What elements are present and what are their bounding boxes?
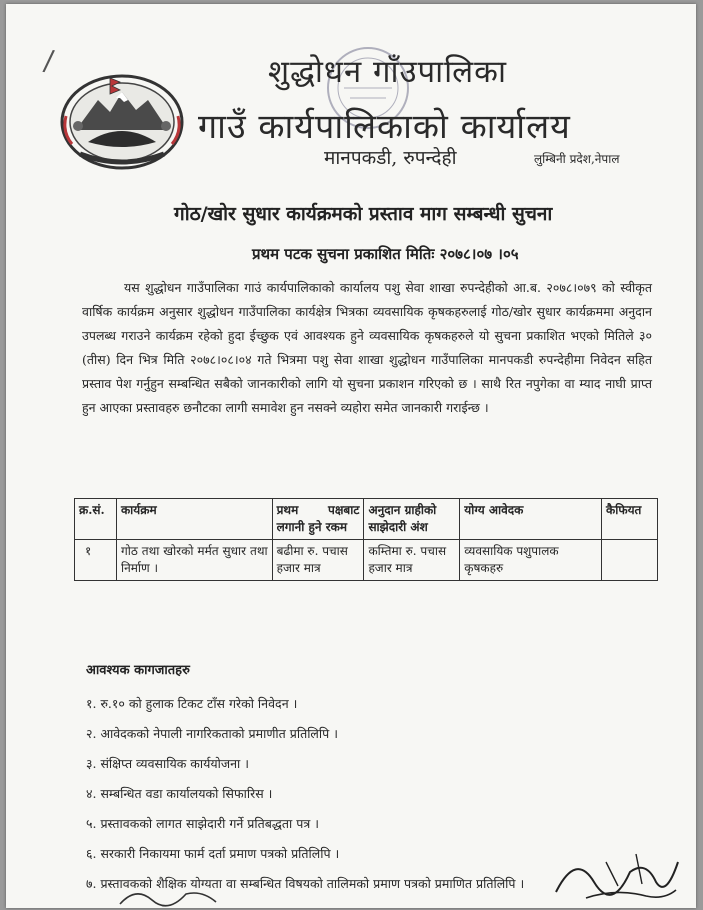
- table-row: [75, 540, 658, 581]
- list-item: ७. प्रस्तावकको शैक्षिक योग्यता वा सम्बन्धित विषयको तालिमको प्रमाण पत्रको प्रमाणित प्रतिलिपि ।: [86, 876, 525, 891]
- column-header: क्र.सं.: [75, 499, 117, 540]
- column-header: अनुदान ग्राहीको साझेदारी अंश: [364, 499, 460, 540]
- margin-mark: /: [41, 43, 56, 78]
- list-item: १. रु.१० को हुलाक टिकट टाँस गरेको निवेदन ।: [86, 696, 298, 711]
- office-name: शुद्धोधन गाँउपालिका: [268, 54, 507, 90]
- list-item: २. आवेदकको नेपाली नागरिकताको प्रमाणीत प्रतिलिपि ।: [86, 726, 338, 741]
- list-item: ६. सरकारी निकायमा फार्म दर्ता प्रमाण पत्रको प्रतिलिपि ।: [86, 846, 340, 861]
- column-header: प्रथम पक्षबाट लगानी हुने रकम: [272, 499, 364, 540]
- table-cell: बढीमा रु. पचास हजार मात्र: [272, 540, 364, 581]
- nepal-emblem-icon: [58, 70, 186, 170]
- table-header-row: [75, 499, 658, 540]
- table-cell: [602, 540, 658, 581]
- publish-date: प्रथम पटक सुचना प्रकाशित मितिः २०७८।०७ ।०५: [252, 245, 519, 263]
- list-item: ५. प्रस्तावकको लागत साझेदारी गर्ने प्रतिबद्धता पत्र ।: [86, 816, 319, 831]
- program-table: [74, 498, 658, 581]
- list-item: ४. सम्बन्धित वडा कार्यालयको सिफारिस ।: [86, 786, 273, 801]
- office-subtitle: गाउँ कार्यपालिकाको कार्यालय: [198, 107, 571, 147]
- column-header: कार्यक्रम: [116, 499, 272, 540]
- document-page: [6, 4, 696, 908]
- office-province: लुम्बिनी प्रदेश,नेपाल: [534, 152, 620, 166]
- notice-title: गोठ/खोर सुधार कार्यक्रमको प्रस्ताव माग सम्बन्धी सुचना: [174, 203, 553, 225]
- handwritten-mark-icon: [116, 884, 236, 908]
- table-cell: १: [75, 540, 117, 581]
- table-cell: कम्तिमा रु. पचास हजार मात्र: [364, 540, 460, 581]
- signature-icon: [546, 842, 686, 908]
- notice-body: यस शुद्धोधन गाउँपालिका गाउं कार्यपालिकाको कार्यालय पशु सेवा शाखा रुपन्देहीको आ.ब. २०७८।०७९ को स्वीकृत वार्षिक कार्यक्रम अनुसार शुद्धोधन गाउँपालिका कार्यक्षेत्र भित्रका व्यवसायिक कृषकहरुलाई गोठ/खोर सुधार कार्यक्रममा अनुदान उपलब्ध गराउने कार्यक्रम रहेको हुदा ईच्छुक एवं आवश्यक हुने व्यवसायिक कृषकहरुले यो सुचना प्रकाशित भएको मितिले ३० (तीस) दिन भित्र मिति २०७८।०८।०४ गते भित्रमा पशु सेवा शाखा शुद्धोधन गाउँपालिका मानपकडी रुपन्देहीमा निवेदन सहित प्रस्ताव पेश गर्नुहुन सम्बन्धित सबैको जानकारीको लागि यो सुचना प्रकाशन गरिएको छ । साथै रित नपुगेका वा म्याद नाघी प्राप्त हुन आएका प्रस्तावहरु छनौटका लागी समावेश हुन नसक्ने व्यहोरा समेत जानकारी गराईन्छ ।: [82, 280, 652, 415]
- office-location: मानपकडी, रुपन्देही: [324, 147, 457, 169]
- column-header: योग्य आवेदक: [460, 499, 602, 540]
- table-cell: व्यवसायिक पशुपालक कृषकहरु: [460, 540, 602, 581]
- documents-heading: आवश्यक कागजातहरु: [86, 663, 190, 678]
- table-cell: गोठ तथा खोरको मर्मत सुधार तथा निर्माण ।: [116, 540, 272, 581]
- column-header: कैफियत: [602, 499, 658, 540]
- list-item: ३. संक्षिप्त व्यवसायिक कार्ययोजना ।: [86, 756, 250, 771]
